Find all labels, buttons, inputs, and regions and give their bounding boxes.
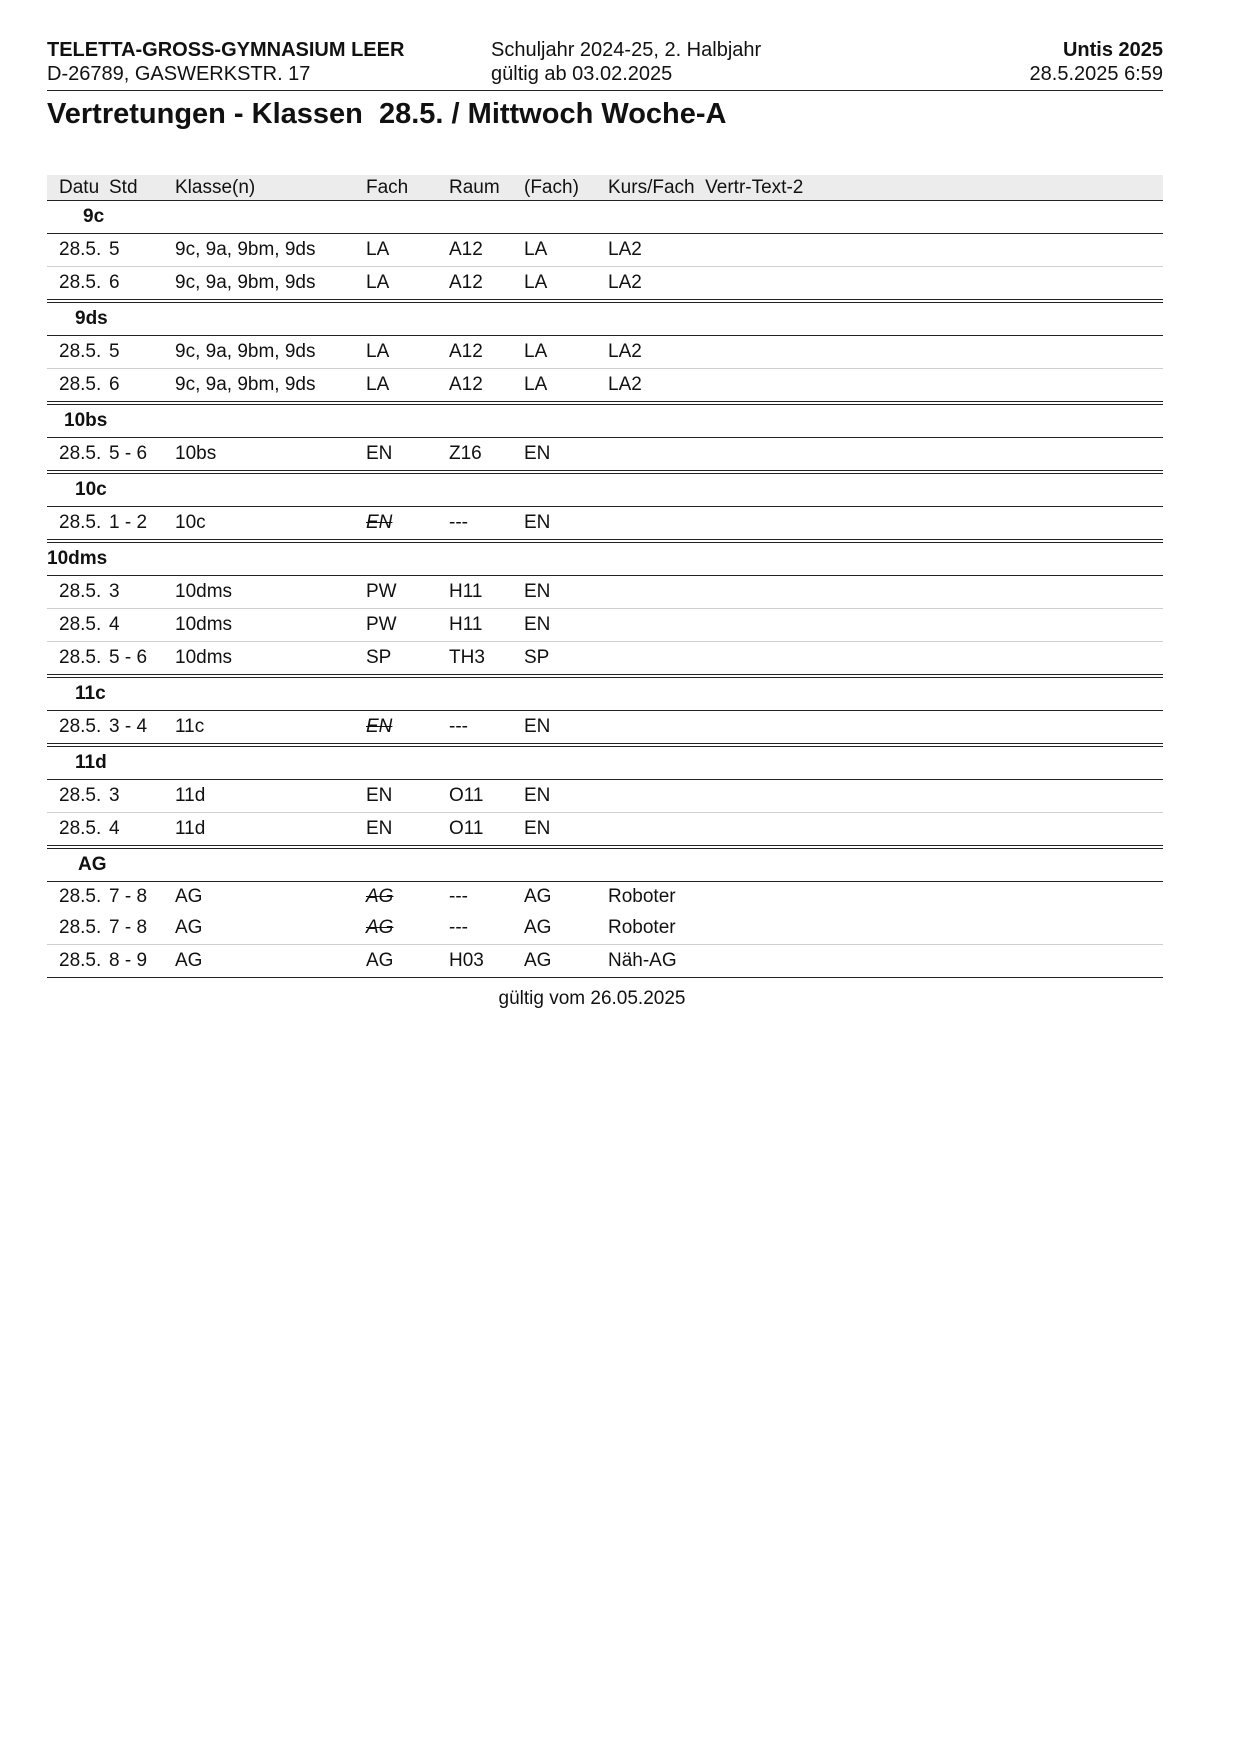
cell-subject: AG (366, 950, 394, 971)
col-header-date: Datu (59, 177, 100, 198)
cell-period: 5 (109, 239, 120, 260)
class-group-label: AG (78, 854, 107, 875)
table-body (47, 201, 1163, 977)
cell-classes: 11c (175, 716, 205, 737)
cell-room: --- (449, 512, 468, 533)
cell-date: 28.5. (59, 647, 102, 668)
cell-orig-subject: LA (524, 374, 548, 395)
cell-orig-subject: EN (524, 614, 551, 635)
cell-subject: PW (366, 614, 397, 635)
cell-period: 7 - 8 (109, 917, 148, 938)
col-header-orig-subject: (Fach) (524, 177, 579, 198)
cell-course: Näh-AG (608, 950, 677, 971)
cell-subject: EN (366, 785, 393, 806)
cell-orig-subject: EN (524, 581, 551, 602)
cell-subject: LA (366, 239, 390, 260)
class-group-label: 9ds (75, 308, 108, 329)
cell-subject: LA (366, 272, 390, 293)
cell-date: 28.5. (59, 272, 102, 293)
cell-orig-subject: LA (524, 239, 548, 260)
cell-room: A12 (449, 374, 483, 395)
cell-period: 8 - 9 (109, 950, 148, 971)
class-group-header (47, 743, 1163, 780)
cell-orig-subject: AG (524, 917, 552, 938)
cell-date: 28.5. (59, 886, 102, 907)
cell-room: H03 (449, 950, 484, 971)
class-group-label: 11c (75, 683, 106, 704)
cell-orig-subject: EN (524, 716, 551, 737)
col-header-classes: Klasse(n) (175, 177, 256, 198)
cell-date: 28.5. (59, 818, 102, 839)
class-group-header (47, 674, 1163, 711)
cell-classes: 9c, 9a, 9bm, 9ds (175, 272, 316, 293)
cell-date: 28.5. (59, 341, 102, 362)
cell-room: --- (449, 716, 468, 737)
cell-classes: 11d (175, 785, 206, 806)
cell-course: LA2 (608, 374, 642, 395)
cell-room: A12 (449, 272, 483, 293)
class-group-header (47, 845, 1163, 882)
cell-room: A12 (449, 239, 483, 260)
col-header-course: Kurs/Fach Vertr-Text-2 (608, 177, 804, 198)
cell-period: 3 (109, 785, 120, 806)
cell-classes: 10bs (175, 443, 217, 464)
cell-period: 3 (109, 581, 120, 602)
table-row (47, 267, 1163, 299)
cell-orig-subject: LA (524, 341, 548, 362)
cell-period: 6 (109, 272, 120, 293)
table-row (47, 438, 1163, 470)
cell-classes: 9c, 9a, 9bm, 9ds (175, 341, 316, 362)
table-row (47, 780, 1163, 813)
class-group-label: 10dms (47, 548, 108, 569)
cell-date: 28.5. (59, 512, 102, 533)
cell-orig-subject: EN (524, 818, 551, 839)
cell-orig-subject: SP (524, 647, 550, 668)
cell-orig-subject: AG (524, 886, 552, 907)
table-row (47, 711, 1163, 743)
table-row (47, 507, 1163, 539)
cell-room: H11 (449, 614, 483, 635)
cell-orig-subject: AG (524, 950, 552, 971)
class-group-header (47, 401, 1163, 438)
cell-room: O11 (449, 785, 484, 806)
cell-room: O11 (449, 818, 484, 839)
cell-date: 28.5. (59, 239, 102, 260)
cell-date: 28.5. (59, 614, 102, 635)
table-row (47, 576, 1163, 609)
cell-classes: 11d (175, 818, 206, 839)
table-row (47, 336, 1163, 369)
cell-classes: 9c, 9a, 9bm, 9ds (175, 374, 316, 395)
page-title: Vertretungen - Klassen 28.5. / Mittwoch Woche-A (47, 98, 727, 130)
table-row (47, 945, 1163, 977)
col-header-period: Std (109, 177, 138, 198)
cell-period: 6 (109, 374, 120, 395)
product-name: Untis 2025 (1062, 39, 1163, 61)
col-header-subject: Fach (366, 177, 409, 198)
cell-classes: 9c, 9a, 9bm, 9ds (175, 239, 316, 260)
cell-room: A12 (449, 341, 483, 362)
cell-subject: AG (366, 886, 394, 907)
cell-date: 28.5. (59, 581, 102, 602)
cell-orig-subject: EN (524, 512, 551, 533)
schoolyear-block (491, 38, 761, 86)
class-group-header (47, 299, 1163, 336)
cell-subject: AG (366, 917, 394, 938)
col-header-room: Raum (449, 177, 500, 198)
table-bottom-rule (47, 977, 1163, 978)
cell-room: Z16 (449, 443, 482, 464)
print-timestamp: 28.5.2025 6:59 (1029, 63, 1163, 85)
cell-subject: PW (366, 581, 397, 602)
cell-orig-subject: EN (524, 785, 551, 806)
class-group-header (47, 539, 1163, 576)
cell-period: 7 - 8 (109, 886, 148, 907)
cell-course: Roboter (608, 886, 676, 907)
cell-date: 28.5. (59, 374, 102, 395)
cell-course: LA2 (608, 341, 642, 362)
cell-classes: AG (175, 950, 203, 971)
cell-subject: EN (366, 716, 393, 737)
footer-validity: gültig vom 26.05.2025 (498, 988, 686, 1009)
cell-classes: 10c (175, 512, 206, 533)
school-name: TELETTA-GROSS-GYMNASIUM LEER (47, 39, 405, 61)
class-group-header (47, 470, 1163, 507)
class-group-header (47, 201, 1163, 234)
cell-room: --- (449, 886, 468, 907)
cell-date: 28.5. (59, 785, 102, 806)
table-row (47, 912, 1163, 945)
table-row (47, 642, 1163, 674)
cell-room: TH3 (449, 647, 485, 668)
substitution-table (47, 175, 1163, 978)
school-block (47, 38, 404, 86)
cell-classes: AG (175, 917, 203, 938)
cell-period: 5 - 6 (109, 443, 148, 464)
cell-period: 4 (109, 818, 120, 839)
table-header (47, 175, 1163, 201)
cell-period: 3 - 4 (109, 716, 148, 737)
cell-orig-subject: LA (524, 272, 548, 293)
cell-date: 28.5. (59, 950, 102, 971)
table-row (47, 609, 1163, 642)
cell-subject: LA (366, 341, 390, 362)
schoolyear: Schuljahr 2024-25, 2. Halbjahr (491, 39, 762, 61)
cell-course: Roboter (608, 917, 676, 938)
cell-classes: 10dms (175, 647, 233, 668)
product-block (1030, 38, 1163, 86)
cell-period: 5 (109, 341, 120, 362)
cell-date: 28.5. (59, 716, 102, 737)
class-group-label: 9c (83, 206, 105, 227)
cell-period: 1 - 2 (109, 512, 148, 533)
cell-orig-subject: EN (524, 443, 551, 464)
cell-room: --- (449, 917, 468, 938)
class-group-label: 10bs (64, 410, 108, 431)
cell-classes: 10dms (175, 614, 233, 635)
class-group-label: 10c (75, 479, 107, 500)
cell-classes: 10dms (175, 581, 233, 602)
cell-subject: LA (366, 374, 390, 395)
cell-subject: SP (366, 647, 392, 668)
cell-subject: EN (366, 443, 393, 464)
table-row (47, 813, 1163, 845)
cell-date: 28.5. (59, 443, 102, 464)
table-row (47, 369, 1163, 401)
cell-period: 4 (109, 614, 120, 635)
school-address: D-26789, GASWERKSTR. 17 (47, 63, 311, 85)
table-row (47, 882, 1163, 912)
table-row (47, 234, 1163, 267)
class-group-label: 11d (75, 752, 107, 773)
cell-course: LA2 (608, 239, 642, 260)
cell-classes: AG (175, 886, 203, 907)
valid-from: gültig ab 03.02.2025 (491, 63, 673, 85)
cell-room: H11 (449, 581, 483, 602)
page-header (47, 38, 1163, 91)
cell-course: LA2 (608, 272, 642, 293)
cell-subject: EN (366, 818, 393, 839)
cell-date: 28.5. (59, 917, 102, 938)
cell-subject: EN (366, 512, 393, 533)
cell-period: 5 - 6 (109, 647, 148, 668)
